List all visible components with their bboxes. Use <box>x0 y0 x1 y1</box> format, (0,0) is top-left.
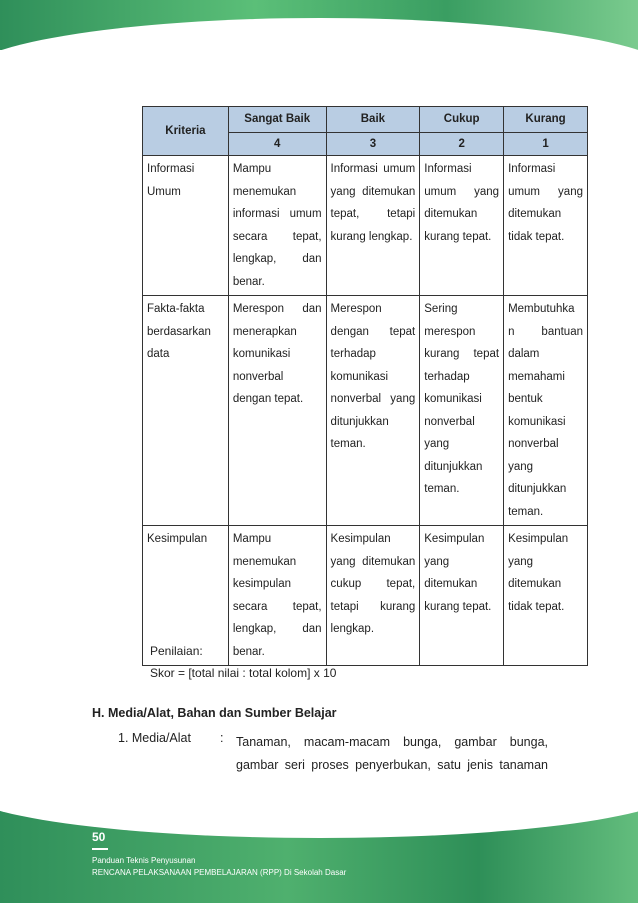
media-item-text: Tanaman, macam-macam bunga, gambar bunga, gambar seri proses penyerbukan, satu jenis tanaman <box>236 735 548 772</box>
table-cell: Kesimpulan yang ditemukan cukup tepat, tetapi kurang lengkap. <box>326 526 420 666</box>
table-cell: Informasi umum yang ditemukan tidak tepat. <box>504 156 588 296</box>
assessment-rubric-table <box>142 106 588 666</box>
footer-line-1: Panduan Teknis Penyusunan <box>92 856 196 865</box>
table-cell: Membutuhka n bantuan dalam memahami bentuk komunikasi nonverbal yang ditunjukkan teman. <box>504 296 588 526</box>
section-heading: H. Media/Alat, Bahan dan Sumber Belajar <box>92 706 337 720</box>
penilaian-block <box>150 640 336 684</box>
score-1: 1 <box>504 132 588 155</box>
row-kriteria: Fakta-fakta berdasarkan data <box>143 296 229 526</box>
table-cell: Mampu menemukan kesimpulan secara tepat, lengkap, dan benar. <box>228 526 326 666</box>
row-kriteria: Kesimpulan <box>143 526 229 666</box>
header-kriteria: Kriteria <box>143 107 229 156</box>
score-4: 4 <box>228 132 326 155</box>
table-cell: Sering merespon kurang tepat terhadap komunikasi nonverbal yang ditunjukkan teman. <box>420 296 504 526</box>
footer-line-2: RENCANA PELAKSANAAN PEMBELAJARAN (RPP) Di Sekolah Dasar <box>92 868 347 877</box>
table-row <box>143 296 588 526</box>
row-kriteria: Informasi Umum <box>143 156 229 296</box>
table-row <box>143 156 588 296</box>
table-cell: Informasi umum yang ditemukan tepat, tetapi kurang lengkap. <box>326 156 420 296</box>
header-level-baik: Baik <box>326 107 420 133</box>
score-3: 3 <box>326 132 420 155</box>
media-item-colon: : <box>220 731 224 745</box>
page-number-underline <box>92 848 108 850</box>
penilaian-label: Penilaian: <box>150 644 203 658</box>
table-cell: Merespon dengan tepat terhadap komunikasi nonverbal yang ditunjukkan teman. <box>326 296 420 526</box>
table-header-row <box>143 107 588 133</box>
header-level-kurang: Kurang <box>504 107 588 133</box>
penilaian-formula: Skor = [total nilai : total kolom] x 10 <box>150 666 337 680</box>
score-2: 2 <box>420 132 504 155</box>
header-level-cukup: Cukup <box>420 107 504 133</box>
table-cell: Merespon dan menerapkan komunikasi nonverbal dengan tepat. <box>228 296 326 526</box>
table-cell: Informasi umum yang ditemukan kurang tepat. <box>420 156 504 296</box>
table-cell: Kesimpulan yang ditemukan kurang tepat. <box>420 526 504 666</box>
table-cell: Kesimpulan yang ditemukan tidak tepat. <box>504 526 588 666</box>
media-item-label: 1. Media/Alat <box>118 731 191 745</box>
table-cell: Mampu menemukan informasi umum secara tepat, lengkap, dan benar. <box>228 156 326 296</box>
header-level-sangat-baik: Sangat Baik <box>228 107 326 133</box>
page-number: 50 <box>92 830 106 844</box>
